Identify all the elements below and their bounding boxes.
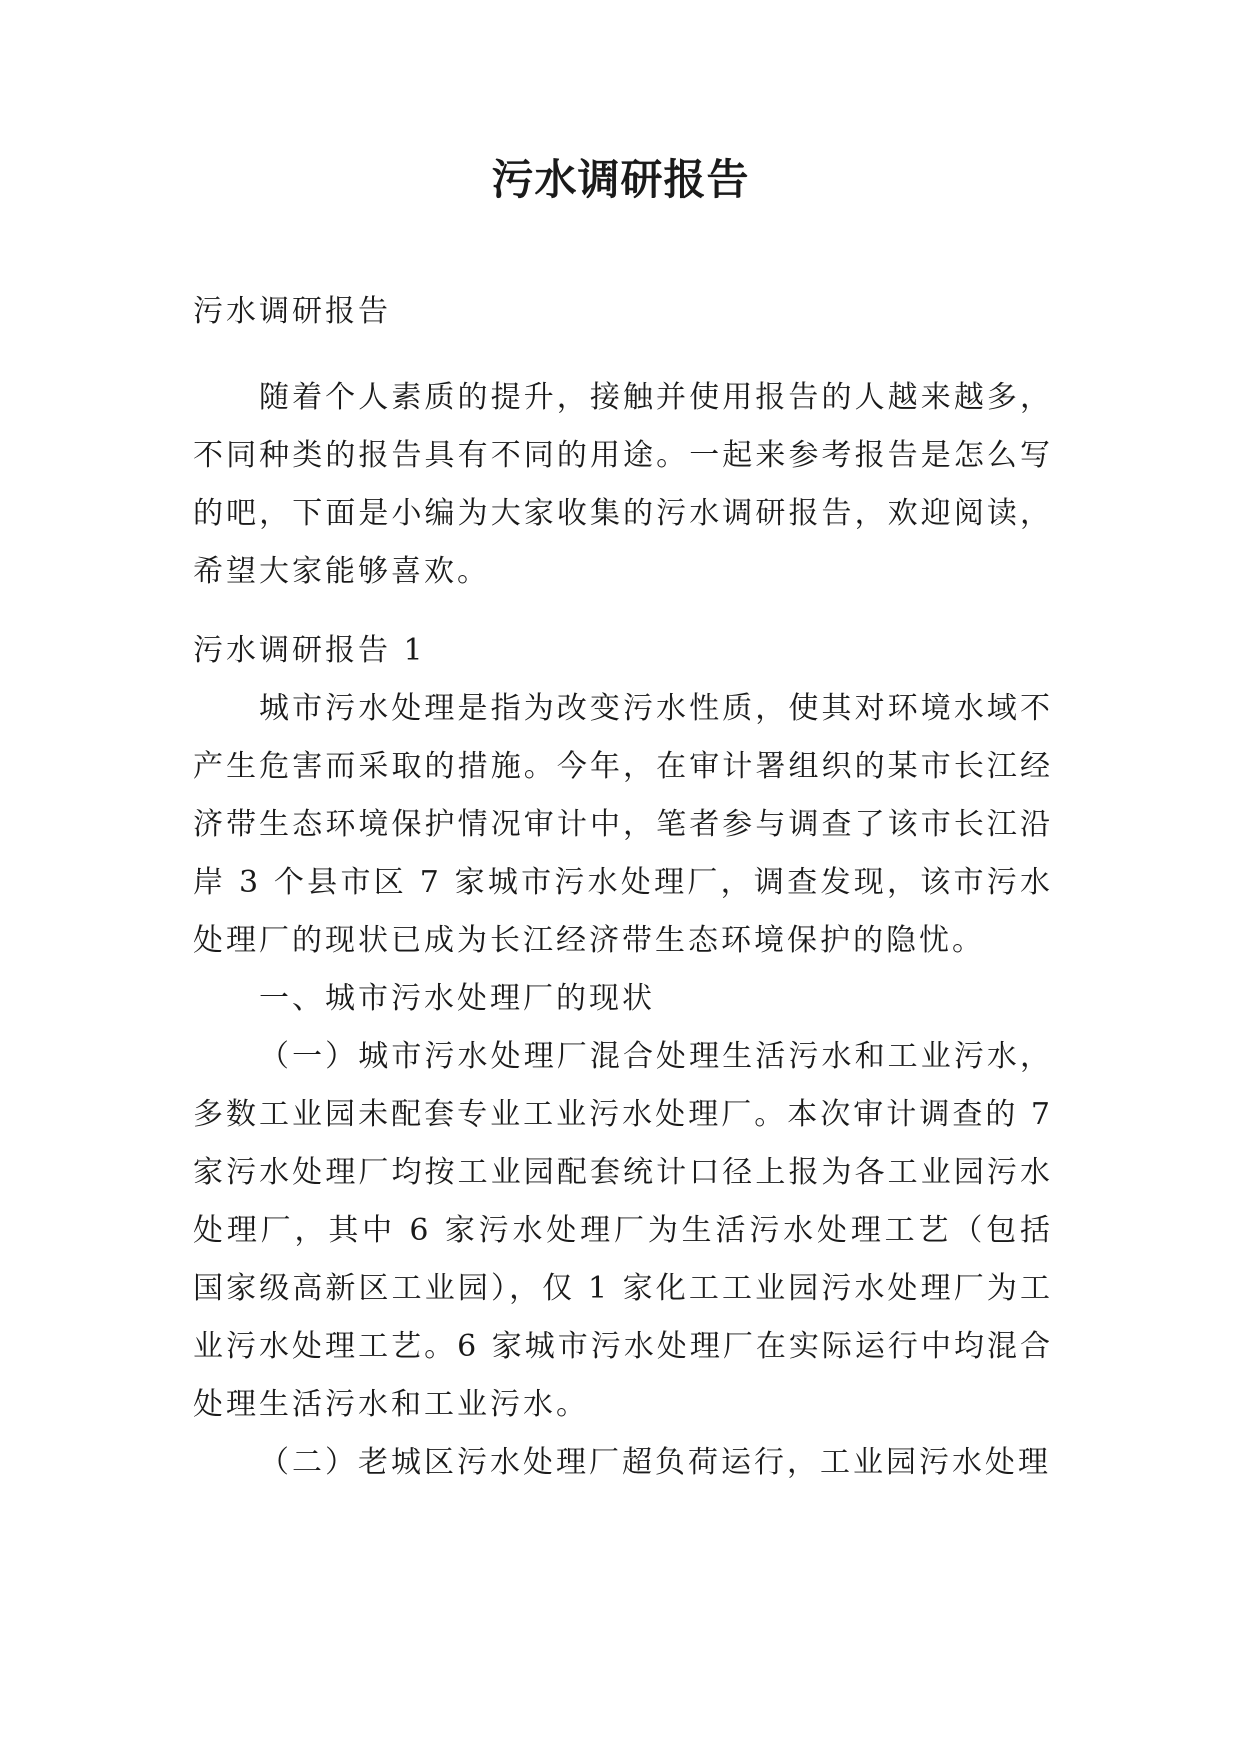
section-title: 污水调研报告 1	[193, 633, 426, 668]
intro-paragraph: 随着个人素质的提升，接触并使用报告的人越来越多，不同种类的报告具有不同的用途。一起来参考报告是怎么写的吧，下面是小编为大家收集的污水调研报告，欢迎阅读，希望大家能够喜欢。	[193, 380, 1053, 589]
document-subtitle: 污水调研报告	[193, 294, 391, 329]
section-body	[193, 680, 1053, 1492]
section-heading: 一、城市污水处理厂的现状	[259, 981, 655, 1016]
intro-paragraph-block	[193, 369, 1053, 601]
body-paragraph: 城市污水处理是指为改变污水性质，使其对环境水域不产生危害而采取的措施。今年，在审计署组织的某市长江经济带生态环境保护情况审计中，笔者参与调查了该市长江沿岸 3 个县市区 7 家城市污水处理厂，调查发现，该市污水处理厂的现状已成为长江经济带生态环境保护的隐忧。	[193, 691, 1053, 958]
body-paragraph: （二）老城区污水处理厂超负荷运行，工业园污水处理	[259, 1445, 1051, 1480]
body-paragraph: （一）城市污水处理厂混合处理生活污水和工业污水，多数工业园未配套专业工业污水处理厂。本次审计调查的 7 家污水处理厂均按工业园配套统计口径上报为各工业园污水处理厂，其中 6 家污水处理厂为生活污水处理工艺（包括国家级高新区工业园），仅 1 家化工工业园污水处理厂为工业污水处理工艺。6 家城市污水处理厂在实际运行中均混合处理生活污水和工业污水。	[193, 1039, 1053, 1422]
document-title: 污水调研报告	[491, 155, 750, 204]
